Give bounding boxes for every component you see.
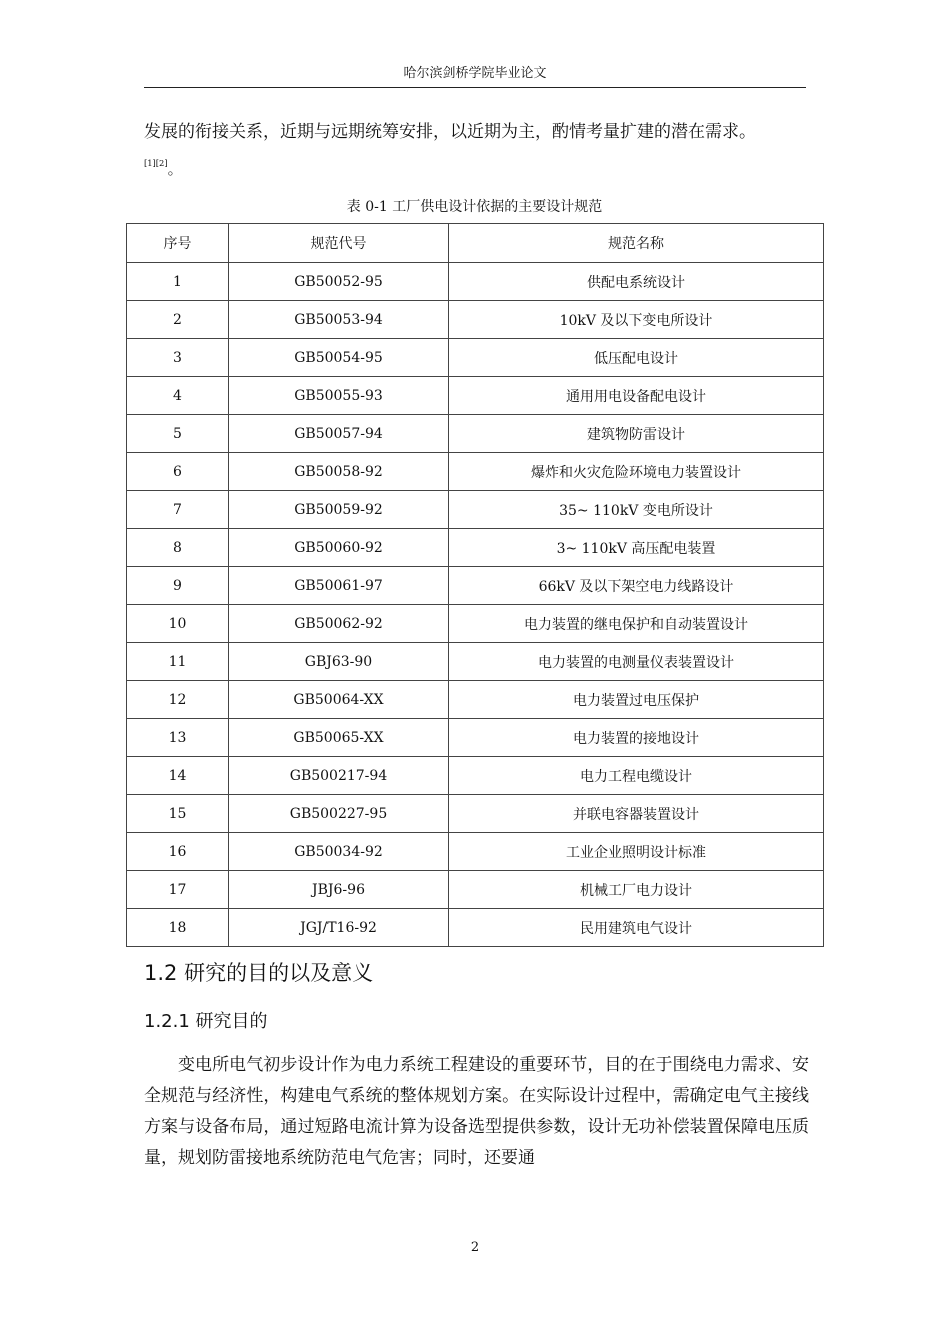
table-row — [127, 415, 824, 453]
table-caption: 表 0-1 工厂供电设计依据的主要设计规范 — [346, 199, 603, 215]
cell-name: 供配电系统设计 — [449, 263, 824, 301]
cell-index: 12 — [127, 681, 229, 719]
cell-index: 14 — [127, 757, 229, 795]
cell-code: GB50061-97 — [229, 567, 449, 605]
cell-index: 5 — [127, 415, 229, 453]
cell-name: 电力工程电缆设计 — [449, 757, 824, 795]
cell-code: GB50065-XX — [229, 719, 449, 757]
header-name: 规范名称 — [449, 224, 824, 263]
section-heading: 1.2 研究的目的以及意义 — [144, 961, 374, 985]
cell-code: GB50064-XX — [229, 681, 449, 719]
table-row — [127, 795, 824, 833]
cell-index: 16 — [127, 833, 229, 871]
table-row — [127, 605, 824, 643]
intro-paragraph: 发展的衔接关系，近期与远期统筹安排，以近期为主，酌情考量扩建的潜在需求。 — [144, 122, 756, 142]
cell-index: 9 — [127, 567, 229, 605]
cell-code: JGJ/T16-92 — [229, 909, 449, 947]
table-row — [127, 909, 824, 947]
cell-index: 2 — [127, 301, 229, 339]
cell-code: GB50053-94 — [229, 301, 449, 339]
cell-name: 电力装置的继电保护和自动装置设计 — [449, 605, 824, 643]
cell-code: GB50054-95 — [229, 339, 449, 377]
cell-index: 7 — [127, 491, 229, 529]
cell-code: JBJ6-96 — [229, 871, 449, 909]
cell-name: 电力装置过电压保护 — [449, 681, 824, 719]
table-row — [127, 719, 824, 757]
cell-index: 17 — [127, 871, 229, 909]
table-row — [127, 871, 824, 909]
cell-code: GB50058-92 — [229, 453, 449, 491]
table-row — [127, 643, 824, 681]
cell-code: GB50062-92 — [229, 605, 449, 643]
cell-index: 15 — [127, 795, 229, 833]
cell-index: 1 — [127, 263, 229, 301]
cell-index: 18 — [127, 909, 229, 947]
cell-index: 13 — [127, 719, 229, 757]
cell-index: 3 — [127, 339, 229, 377]
table-row — [127, 339, 824, 377]
cell-index: 10 — [127, 605, 229, 643]
cell-index: 8 — [127, 529, 229, 567]
cell-name: 低压配电设计 — [449, 339, 824, 377]
cell-name: 机械工厂电力设计 — [449, 871, 824, 909]
cell-code: GBJ63-90 — [229, 643, 449, 681]
cell-name: 爆炸和火灾危险环境电力装置设计 — [449, 453, 824, 491]
cell-code: GB50057-94 — [229, 415, 449, 453]
cell-code: GB50034-92 — [229, 833, 449, 871]
design-spec-table — [126, 223, 824, 947]
table-row — [127, 529, 824, 567]
cell-name: 35~ 110kV 变电所设计 — [449, 491, 824, 529]
cell-code: GB50055-93 — [229, 377, 449, 415]
cell-index: 6 — [127, 453, 229, 491]
citation-period: 。 — [167, 160, 183, 179]
cell-code: GB50059-92 — [229, 491, 449, 529]
page-header: 哈尔滨剑桥学院毕业论文 — [144, 64, 806, 88]
table-row — [127, 567, 824, 605]
cell-name: 3~ 110kV 高压配电装置 — [449, 529, 824, 567]
table-row — [127, 681, 824, 719]
cell-name: 电力装置的电测量仪表装置设计 — [449, 643, 824, 681]
cell-code: GB50060-92 — [229, 529, 449, 567]
table-row — [127, 453, 824, 491]
body-paragraph: 变电所电气初步设计作为电力系统工程建设的重要环节，目的在于围绕电力需求、安全规范与经济性，构建电气系统的整体规划方案。在实际设计过程中，需确定电气主接线方案与设备布局，通过短路电流计算为设备选型提供参数，设计无功补偿装置保障电压质量，规划防雷接地系统防范电气危害；同时，还要通 — [144, 1055, 809, 1168]
cell-name: 电力装置的接地设计 — [449, 719, 824, 757]
table-row — [127, 833, 824, 871]
cell-name: 通用用电设备配电设计 — [449, 377, 824, 415]
cell-name: 并联电容器装置设计 — [449, 795, 824, 833]
cell-name: 工业企业照明设计标准 — [449, 833, 824, 871]
cell-name: 10kV 及以下变电所设计 — [449, 301, 824, 339]
table-header-row — [127, 224, 824, 263]
table-row — [127, 301, 824, 339]
citation-numbers: [1][2] — [144, 158, 168, 168]
cell-code: GB500217-94 — [229, 757, 449, 795]
cell-name: 66kV 及以下架空电力线路设计 — [449, 567, 824, 605]
table-row — [127, 491, 824, 529]
citation-refs — [144, 156, 183, 179]
cell-index: 4 — [127, 377, 229, 415]
cell-code: GB50052-95 — [229, 263, 449, 301]
cell-index: 11 — [127, 643, 229, 681]
header-index: 序号 — [127, 224, 229, 263]
cell-name: 建筑物防雷设计 — [449, 415, 824, 453]
cell-code: GB500227-95 — [229, 795, 449, 833]
cell-name: 民用建筑电气设计 — [449, 909, 824, 947]
header-code: 规范代号 — [229, 224, 449, 263]
table-row — [127, 263, 824, 301]
table-row — [127, 377, 824, 415]
page-number: 2 — [470, 1240, 480, 1255]
subsection-heading: 1.2.1 研究目的 — [144, 1011, 268, 1032]
table-row — [127, 757, 824, 795]
